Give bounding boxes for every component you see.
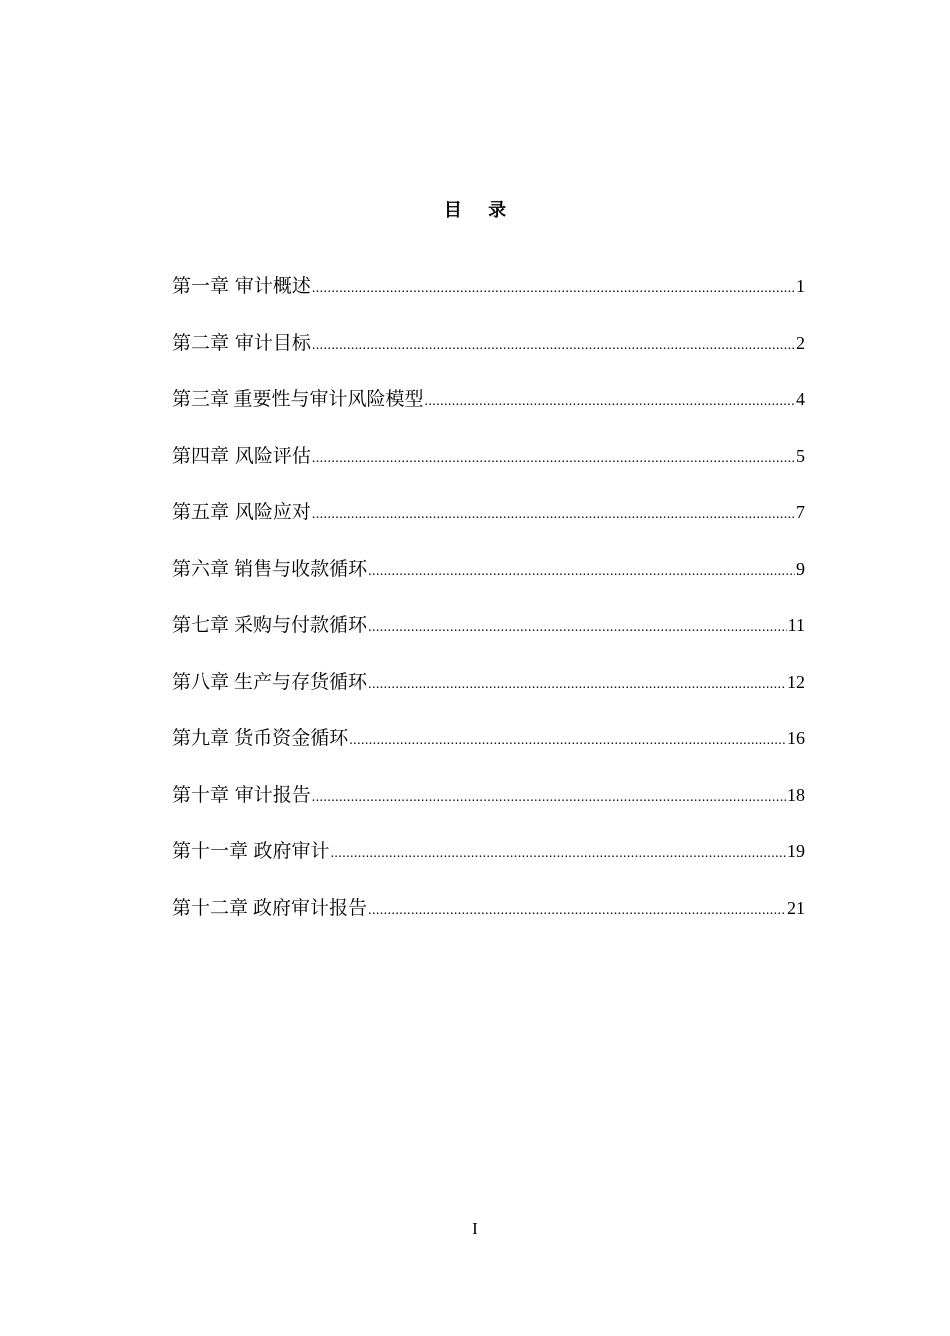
toc-entry-5[interactable] [172,494,805,551]
toc-chapter-name: 风险应对 [234,501,311,523]
toc-chapter-number: 第三章 [172,388,230,410]
toc-page-number: 7 [796,502,805,522]
toc-entry-8[interactable] [172,664,805,721]
toc-dot-leader [368,610,787,646]
toc-page-number: 1 [796,276,805,296]
toc-chapter-name: 审计概述 [234,275,311,297]
toc-chapter-name: 货币资金循环 [234,727,349,749]
toc-dot-leader [312,441,795,477]
toc-chapter-name: 政府审计报告 [253,896,368,919]
toc-entry-6[interactable] [172,551,805,608]
toc-chapter-number: 第十章 [172,783,230,806]
toc-dot-leader [312,328,795,364]
toc-entry-10[interactable] [172,777,805,834]
toc-entry-9[interactable] [172,720,805,777]
table-of-contents [172,268,805,946]
toc-entry-3[interactable] [172,381,805,438]
toc-chapter-number: 第六章 [172,557,230,580]
toc-chapter-name: 采购与付款循环 [234,614,368,636]
toc-page-number: 2 [796,332,805,353]
toc-entry-2[interactable] [172,325,805,382]
toc-chapter-name: 审计目标 [234,331,311,354]
page-footer-number: I [472,1219,478,1238]
toc-entry-1[interactable] [172,268,805,325]
toc-chapter-number: 第十二章 [172,896,249,919]
toc-page-number: 12 [787,671,805,692]
toc-entry-12[interactable] [172,890,805,947]
toc-chapter-number: 第二章 [172,331,230,354]
toc-chapter-number: 第一章 [172,275,230,297]
toc-chapter-name: 生产与存货循环 [234,670,368,693]
toc-dot-leader [424,384,795,420]
toc-chapter-name: 政府审计 [253,840,330,862]
toc-dot-leader [349,723,786,759]
toc-chapter-name: 销售与收款循环 [234,557,368,580]
toc-chapter-number: 第十一章 [172,840,249,862]
toc-dot-leader [312,780,786,816]
toc-dot-leader [368,893,786,929]
toc-page-number: 19 [787,841,805,861]
toc-chapter-name: 重要性与审计风险模型 [233,388,424,410]
toc-chapter-number: 第四章 [172,444,230,467]
toc-chapter-number: 第九章 [172,727,230,749]
toc-page-number: 9 [796,558,805,579]
toc-dot-leader [312,497,795,533]
toc-dot-leader [312,271,795,307]
toc-chapter-name: 风险评估 [234,444,311,467]
toc-chapter-number: 第八章 [172,670,230,693]
toc-page-number: 16 [787,728,805,748]
toc-entry-4[interactable] [172,438,805,495]
toc-entry-11[interactable] [172,833,805,890]
toc-dot-leader [368,667,786,703]
toc-page-number: 11 [787,615,805,635]
toc-title: 目 录 [443,200,517,221]
toc-chapter-number: 第七章 [172,614,230,636]
toc-chapter-number: 第五章 [172,501,230,523]
toc-page-number: 21 [787,897,805,918]
toc-dot-leader [368,554,795,590]
toc-page-number: 5 [796,445,805,466]
toc-page-number: 4 [796,389,805,409]
toc-entry-7[interactable] [172,607,805,664]
toc-dot-leader [331,836,787,872]
toc-chapter-name: 审计报告 [234,783,311,806]
toc-page-number: 18 [787,784,805,805]
